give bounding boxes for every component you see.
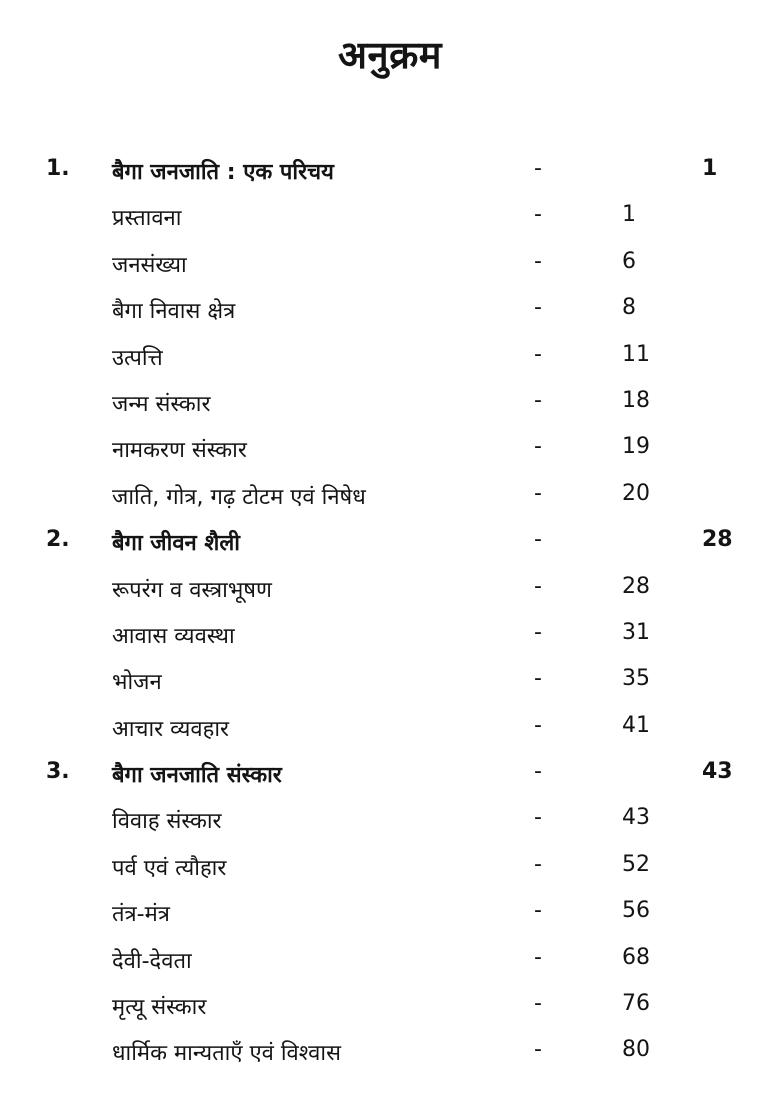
section-page-number: 56 xyxy=(622,898,650,924)
section-page-number: 76 xyxy=(622,991,650,1017)
toc-section-row xyxy=(0,566,780,612)
section-page-number: 35 xyxy=(622,666,650,692)
toc-dash: - xyxy=(534,712,542,738)
toc-dash: - xyxy=(534,1037,542,1063)
section-title: नामकरण संस्कार xyxy=(112,438,247,464)
toc-section-row xyxy=(0,705,780,751)
toc-section-row xyxy=(0,287,780,333)
section-title: रूपरंग व वस्त्राभूषण xyxy=(112,577,272,603)
table-of-contents xyxy=(0,148,780,1076)
section-title: आवास व्यवस्था xyxy=(112,623,235,649)
toc-section-row xyxy=(0,937,780,983)
toc-dash: - xyxy=(534,156,542,181)
section-page-number: 1 xyxy=(622,202,636,228)
section-page-number: 31 xyxy=(622,619,650,645)
chapter-page-number: 28 xyxy=(702,527,733,553)
toc-section-row xyxy=(0,380,780,426)
section-page-number: 80 xyxy=(622,1037,650,1063)
section-title: मृत्यू संस्कार xyxy=(112,995,207,1021)
toc-dash: - xyxy=(534,295,542,321)
toc-section-row xyxy=(0,1029,780,1075)
toc-section-row xyxy=(0,426,780,472)
chapter-title: बैगा जनजाति संस्कार xyxy=(112,763,282,789)
toc-dash: - xyxy=(534,619,542,645)
toc-section-row xyxy=(0,844,780,890)
section-title: तंत्र-मंत्र xyxy=(112,902,170,928)
chapter-number: 1. xyxy=(46,156,70,181)
section-page-number: 20 xyxy=(622,480,650,506)
toc-dash: - xyxy=(534,944,542,970)
toc-section-row xyxy=(0,194,780,240)
toc-section-row xyxy=(0,334,780,380)
toc-dash: - xyxy=(534,851,542,877)
section-title: जाति, गोत्र, गढ़ टोटम एवं निषेध xyxy=(112,484,366,510)
toc-dash: - xyxy=(534,991,542,1017)
section-page-number: 8 xyxy=(622,295,636,321)
chapter-number: 3. xyxy=(46,759,70,785)
section-title: जन्म संस्कार xyxy=(112,391,211,417)
section-page-number: 28 xyxy=(622,573,650,599)
toc-dash: - xyxy=(534,666,542,692)
chapter-page-number: 43 xyxy=(702,759,733,785)
section-title: देवी-देवता xyxy=(112,948,192,974)
toc-dash: - xyxy=(534,805,542,831)
chapter-number: 2. xyxy=(46,527,70,553)
section-title: धार्मिक मान्यताएँ एवं विश्वास xyxy=(112,1041,341,1067)
toc-dash: - xyxy=(534,341,542,367)
section-page-number: 41 xyxy=(622,712,650,738)
section-title: भोजन xyxy=(112,670,162,696)
toc-chapter-row xyxy=(0,148,780,194)
section-page-number: 43 xyxy=(622,805,650,831)
section-title: पर्व एवं त्यौहार xyxy=(112,855,227,881)
toc-dash: - xyxy=(534,387,542,413)
toc-section-row xyxy=(0,983,780,1029)
section-title: जनसंख्या xyxy=(112,252,187,278)
toc-dash: - xyxy=(534,759,542,785)
toc-dash: - xyxy=(534,898,542,924)
toc-dash: - xyxy=(534,527,542,553)
toc-section-row xyxy=(0,473,780,519)
section-title: बैगा निवास क्षेत्र xyxy=(112,299,236,325)
toc-section-row xyxy=(0,241,780,287)
toc-dash: - xyxy=(534,480,542,506)
chapter-page-number: 1 xyxy=(702,156,718,181)
section-page-number: 52 xyxy=(622,851,650,877)
section-page-number: 68 xyxy=(622,944,650,970)
page-title: अनुक्रम xyxy=(337,33,443,77)
toc-section-row xyxy=(0,612,780,658)
section-title: आचार व्यवहार xyxy=(112,716,230,742)
toc-dash: - xyxy=(534,202,542,228)
toc-section-row xyxy=(0,890,780,936)
section-page-number: 6 xyxy=(622,248,636,274)
toc-dash: - xyxy=(534,248,542,274)
toc-dash: - xyxy=(534,573,542,599)
section-title: उत्पत्ति xyxy=(112,345,163,371)
toc-dash: - xyxy=(534,434,542,460)
section-page-number: 18 xyxy=(622,387,650,413)
section-title: विवाह संस्कार xyxy=(112,809,222,835)
section-page-number: 11 xyxy=(622,341,650,367)
toc-chapter-row xyxy=(0,751,780,797)
chapter-title: बैगा जनजाति : एक परिचय xyxy=(112,160,334,185)
chapter-title: बैगा जीवन शैली xyxy=(112,531,241,557)
toc-section-row xyxy=(0,797,780,843)
section-title: प्रस्तावना xyxy=(112,206,182,232)
toc-chapter-row xyxy=(0,519,780,565)
section-page-number: 19 xyxy=(622,434,650,460)
toc-section-row xyxy=(0,658,780,704)
